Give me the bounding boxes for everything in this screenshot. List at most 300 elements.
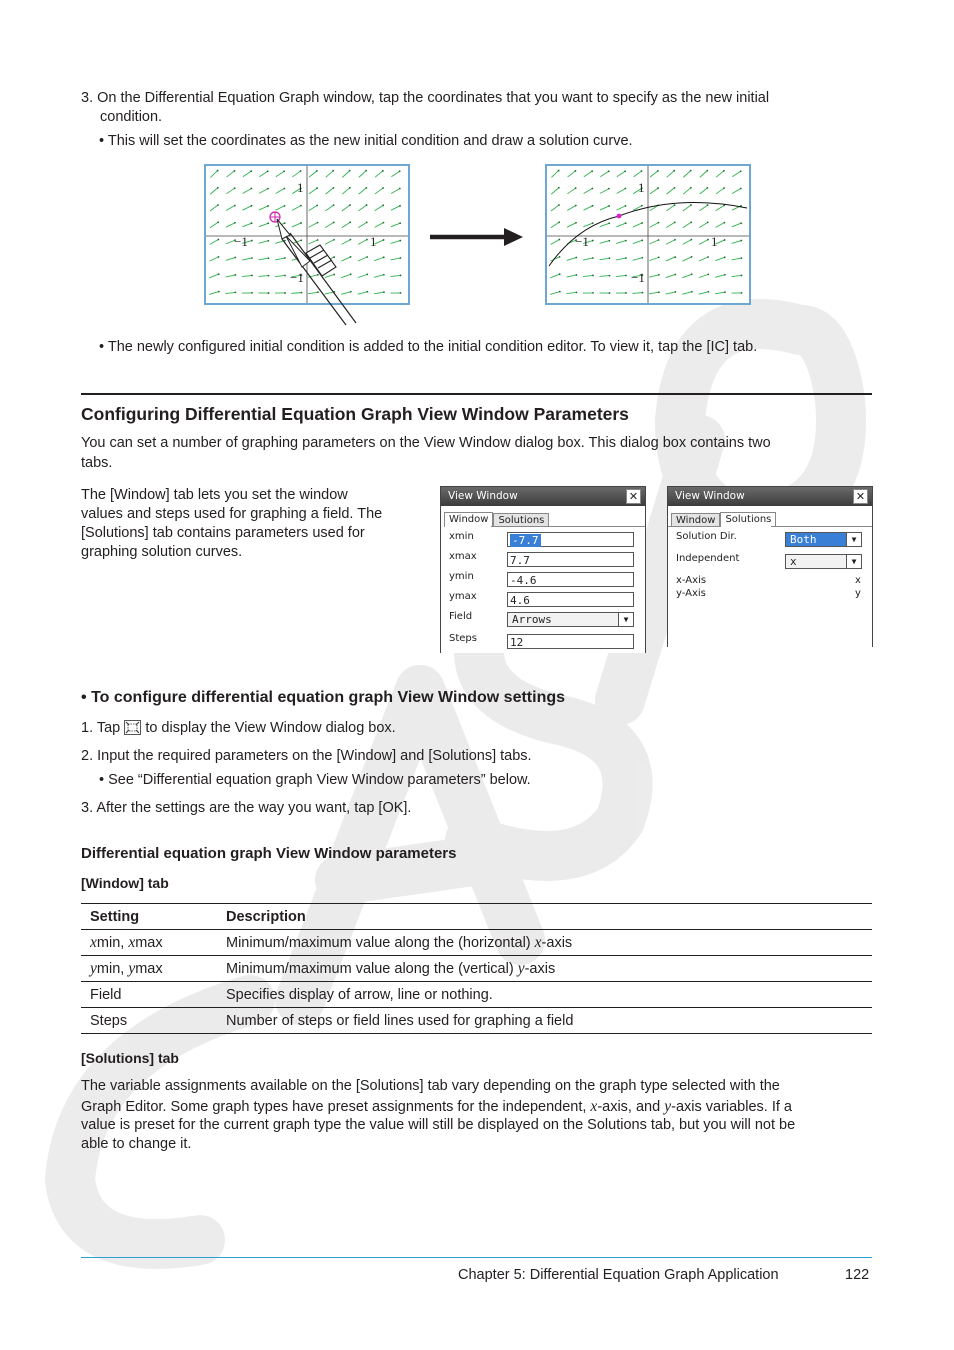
description-cell <box>217 956 872 982</box>
chevron-down-icon[interactable]: ▼ <box>846 533 861 546</box>
field-arrow-head <box>558 239 560 241</box>
field-arrow <box>309 171 317 177</box>
field-arrow-head <box>251 257 253 259</box>
field-arrow-head <box>399 205 401 207</box>
field-arrow <box>699 240 708 245</box>
field-arrow <box>375 205 383 210</box>
dialog-title: View Window <box>448 490 518 502</box>
field-arrow <box>666 205 674 211</box>
field-arrow-head <box>641 222 643 224</box>
steps-input[interactable]: 12 <box>507 634 634 649</box>
field-arrow <box>226 258 236 261</box>
independent-value: x <box>790 555 797 568</box>
tab-divider <box>491 526 645 527</box>
field-arrow <box>616 223 625 227</box>
field-arrow-head <box>674 204 676 206</box>
independent-select[interactable] <box>785 554 862 569</box>
tab-window[interactable]: Window <box>444 512 493 527</box>
field-arrow-head <box>658 291 660 293</box>
desc-var: y <box>517 959 525 977</box>
field-label: Field <box>449 611 473 622</box>
field-arrow-head <box>724 239 726 241</box>
field-arrow-head <box>267 170 269 172</box>
field-arrow-head <box>691 256 693 258</box>
field-arrow-head <box>625 292 627 294</box>
field-arrow <box>276 171 284 177</box>
xmax-input[interactable]: 7.7 <box>507 552 634 567</box>
field-arrow <box>667 188 675 194</box>
procedure-title-text: To configure differential equation graph View Window settings <box>91 689 566 706</box>
field-arrow <box>683 240 692 245</box>
field-arrow-head <box>706 187 708 189</box>
field-arrow <box>209 274 218 278</box>
procedure-title <box>81 689 565 707</box>
table-row <box>81 982 872 1008</box>
solutions-tab-title: [Solutions] tab <box>81 1050 179 1066</box>
field-arrow <box>682 257 691 261</box>
tab-divider <box>668 526 720 527</box>
field-arrow <box>391 189 400 194</box>
field-arrow <box>715 275 725 278</box>
field-arrow <box>650 171 658 177</box>
field-arrow <box>375 188 383 194</box>
tick-label-x-pos1: 1 <box>370 234 377 249</box>
field-arrow <box>209 292 219 295</box>
description-cell <box>217 930 872 956</box>
field-arrow-head <box>673 170 675 172</box>
field-arrow <box>243 188 252 193</box>
field-arrow-head <box>251 292 253 294</box>
solution-dir-select[interactable] <box>785 532 862 547</box>
field-arrow <box>226 292 236 293</box>
field-arrow <box>716 205 724 210</box>
para-var: y <box>664 1098 672 1115</box>
field-arrow-head <box>625 240 627 242</box>
field-arrow-head <box>609 292 611 294</box>
field-arrow <box>359 171 366 178</box>
solutions-para-2 <box>81 1097 792 1117</box>
field-arrow-head <box>741 275 743 277</box>
field-arrow-head <box>316 170 318 172</box>
field-arrow <box>210 222 218 228</box>
tab-solutions[interactable]: Solutions <box>720 512 776 527</box>
field-arrow-head <box>400 292 402 294</box>
field-arrow-head <box>641 257 643 259</box>
field-arrow <box>633 223 642 227</box>
tick-label-y-pos1: 1 <box>297 180 304 195</box>
field-arrow-head <box>625 205 627 207</box>
x-axis-value: x <box>855 575 861 586</box>
field-arrow-head <box>559 291 561 293</box>
field-arrow <box>243 171 251 177</box>
field-arrow <box>568 171 576 177</box>
field-arrow-head <box>608 188 610 190</box>
footer-rule <box>81 1257 872 1258</box>
field-arrow-head <box>365 187 367 189</box>
field-arrow <box>374 257 383 260</box>
field-arrow-head <box>723 187 725 189</box>
proc-step-1-a: 1. Tap <box>81 720 121 736</box>
field-arrow <box>374 292 384 294</box>
field-arrow <box>567 223 576 227</box>
footer-chapter: Chapter 5: Differential Equation Graph Application <box>458 1267 779 1283</box>
x-axis-label: x-Axis <box>676 575 707 586</box>
ymin-input[interactable]: -4.6 <box>507 572 634 587</box>
field-arrow-head <box>218 273 220 275</box>
field-arrow-head <box>657 187 659 189</box>
field-arrow <box>276 189 285 194</box>
field-arrow-head <box>608 170 610 172</box>
field-arrow-head <box>707 291 709 293</box>
field-select[interactable] <box>507 612 634 627</box>
view-window-dialog-solutions-tab <box>667 486 873 647</box>
field-arrow-head <box>642 292 644 294</box>
field-arrow-head <box>723 170 725 172</box>
field-arrow <box>616 241 626 244</box>
field-arrow-head <box>658 274 660 276</box>
field-arrow <box>616 258 626 260</box>
field-arrow <box>242 275 252 276</box>
field-arrow-head <box>576 292 578 294</box>
field-arrow-head <box>658 222 660 224</box>
field-arrow <box>732 258 742 260</box>
chevron-down-icon[interactable]: ▼ <box>846 555 861 568</box>
field-arrow-head <box>592 222 594 224</box>
chevron-down-icon[interactable]: ▼ <box>618 613 633 626</box>
field-arrow <box>242 223 251 227</box>
field-arrow-head <box>250 188 252 190</box>
field-arrow-head <box>674 187 676 189</box>
tab-window[interactable]: Window <box>671 513 720 527</box>
steps-label: Steps <box>449 633 477 644</box>
field-arrow <box>375 171 383 177</box>
setting-text: min, <box>96 960 129 977</box>
field-arrow-head <box>283 188 285 190</box>
field-arrow-head <box>365 170 367 172</box>
xmin-input[interactable] <box>507 532 634 547</box>
field-arrow <box>374 275 384 278</box>
field-arrow <box>715 257 724 260</box>
field-arrow-head <box>691 273 693 275</box>
field-arrow <box>391 241 401 244</box>
para-text: Graph Editor. Some graph types have preset assignments for the independent, <box>81 1099 591 1115</box>
field-arrow-head <box>217 170 219 172</box>
proc-step-1-b: to display the View Window dialog box. <box>145 720 396 736</box>
field-arrow <box>600 189 609 194</box>
window-params-table <box>81 903 872 1034</box>
close-icon[interactable]: ✕ <box>626 489 641 504</box>
step3-bullet: • This will set the coordinates as the new initial condition and draw a solution curve. <box>99 133 633 149</box>
para-text: -axis, and <box>597 1099 665 1115</box>
field-arrow-head <box>690 170 692 172</box>
window-desc-1: The [Window] tab lets you set the window <box>81 487 348 503</box>
field-arrow <box>716 223 725 228</box>
field-arrow-head <box>625 257 627 259</box>
field-arrow <box>359 188 367 194</box>
field-arrow-head <box>349 187 351 189</box>
field-arrow <box>732 171 740 177</box>
field-arrow <box>616 206 625 210</box>
step3-text: 3. On the Differential Equation Graph window, tap the coordinates that you want to specify as the new initial <box>81 90 770 106</box>
setting-var: x <box>90 933 97 951</box>
setting-cell: Field <box>81 982 217 1008</box>
field-arrow-head <box>316 187 318 189</box>
field-arrow-head <box>251 222 253 224</box>
field-arrow-head <box>591 170 593 172</box>
field-arrow-head <box>608 222 610 224</box>
field-arrow-head <box>707 204 709 206</box>
field-arrow <box>209 257 218 261</box>
tick-label-y-pos1: 1 <box>638 180 645 195</box>
field-arrow <box>683 222 691 227</box>
ymax-label: ymax <box>449 591 477 602</box>
field-arrow-head <box>674 239 676 241</box>
initial-condition-point <box>617 214 622 219</box>
field-arrow-head <box>559 256 561 258</box>
field-arrow <box>226 223 235 227</box>
field-arrow-head <box>707 273 709 275</box>
field-arrow <box>210 240 219 245</box>
header-description: Description <box>217 904 872 930</box>
ymin-label: ymin <box>449 571 474 582</box>
field-arrow-head <box>608 205 610 207</box>
proc-step-2: 2. Input the required parameters on the [Window] and [Solutions] tabs. <box>81 748 532 764</box>
field-arrow <box>391 171 399 177</box>
stylus-icon <box>260 205 370 327</box>
field-arrow-head <box>234 257 236 259</box>
field-arrow-head <box>592 292 594 294</box>
field-arrow <box>649 240 658 244</box>
field-arrow <box>551 171 558 178</box>
field-arrow-head <box>234 274 236 276</box>
ymax-input[interactable]: 4.6 <box>507 592 634 607</box>
y-axis-value: y <box>855 588 861 599</box>
field-arrow-head <box>575 257 577 259</box>
field-arrow-head <box>740 222 742 224</box>
field-arrow <box>259 189 268 194</box>
field-arrow-head <box>724 291 726 293</box>
field-arrow-head <box>251 275 253 277</box>
field-arrow <box>210 205 218 211</box>
field-arrow-head <box>399 188 401 190</box>
field-arrow <box>666 222 675 227</box>
field-arrow <box>649 275 659 277</box>
field-arrow-head <box>592 275 594 277</box>
y-axis-label: y-Axis <box>676 588 706 599</box>
field-arrow <box>600 171 608 176</box>
field-arrow-head <box>558 187 560 189</box>
field-arrow <box>732 189 741 194</box>
field-arrow-head <box>658 239 660 241</box>
field-arrow <box>683 205 691 211</box>
field-arrow-head <box>575 170 577 172</box>
window-tab-title: [Window] tab <box>81 875 169 891</box>
footer-page-number: 122 <box>845 1267 870 1283</box>
setting-text: max <box>135 960 163 977</box>
field-arrow <box>259 171 267 176</box>
field-arrow <box>551 240 560 245</box>
field-arrow-head <box>740 170 742 172</box>
field-arrow-head <box>349 170 351 172</box>
field-arrow-head <box>674 274 676 276</box>
setting-var: x <box>128 933 136 951</box>
close-icon[interactable]: ✕ <box>853 489 868 504</box>
field-arrow-head <box>332 170 334 172</box>
field-arrow-head <box>400 257 402 259</box>
field-arrow-head <box>658 256 660 258</box>
field-arrow <box>666 292 676 294</box>
field-arrow-head <box>575 205 577 207</box>
field-arrow-head <box>674 291 676 293</box>
intro-line-2: tabs. <box>81 455 113 471</box>
field-arrow-head <box>641 170 643 172</box>
solution-dir-label: Solution Dir. <box>676 531 737 542</box>
field-arrow-head <box>283 170 285 172</box>
field-arrow-head <box>723 222 725 224</box>
field-arrow <box>584 188 593 193</box>
field-arrow <box>550 292 560 295</box>
field-arrow-head <box>707 256 709 258</box>
field-arrow-head <box>250 170 252 172</box>
field-arrow-head <box>251 205 253 207</box>
field-arrow <box>700 188 708 194</box>
field-arrow-head <box>217 239 219 241</box>
field-arrow <box>649 292 659 294</box>
field-arrow-head <box>383 256 385 258</box>
field-arrow-head <box>707 239 709 241</box>
field-arrow <box>226 205 235 210</box>
field-arrow-head <box>592 257 594 259</box>
field-arrow-head <box>690 204 692 206</box>
setting-var: y <box>128 959 136 977</box>
tick-label-y-neg1: −1 <box>631 270 645 285</box>
tick-label-x-pos1: 1 <box>711 234 718 249</box>
table-row <box>81 956 872 982</box>
header-setting: Setting <box>81 904 217 930</box>
field-arrow <box>633 240 642 243</box>
tick-label-x-neg1: −1 <box>234 234 248 249</box>
field-arrow <box>600 223 609 226</box>
field-arrow <box>391 258 401 260</box>
desc-text: -axis <box>524 960 556 977</box>
field-arrow <box>732 275 742 276</box>
field-arrow-head <box>724 256 726 258</box>
desc-var: x <box>534 933 542 951</box>
intro-line-1: You can set a number of graphing parameters on the View Window dialog box. This dialog box contains two <box>81 435 771 451</box>
field-arrow <box>242 258 252 260</box>
field-arrow-head <box>624 188 626 190</box>
tick-label-x-neg1: −1 <box>575 234 589 249</box>
field-arrow <box>600 258 610 260</box>
field-arrow <box>633 258 643 261</box>
field-arrow <box>210 171 217 178</box>
field-arrow <box>682 292 692 295</box>
xmin-label: xmin <box>449 531 474 542</box>
field-arrow-head <box>218 256 220 258</box>
para-var: x <box>590 1098 598 1115</box>
field-arrow-head <box>217 221 219 223</box>
dialog-title-bar <box>668 487 872 506</box>
field-arrow <box>666 274 676 277</box>
field-arrow <box>650 188 658 194</box>
solutions-para-3: value is preset for the current graph type the value will still be displayed on the Solutions tab, but you will not be <box>81 1117 796 1133</box>
field-arrow <box>699 292 709 294</box>
field-arrow-head <box>741 292 743 294</box>
field-arrow <box>292 171 300 177</box>
step3-continuation: condition. <box>100 109 163 125</box>
field-arrow-head <box>575 187 577 189</box>
view-window-icon[interactable] <box>124 720 141 735</box>
tab-solutions[interactable]: Solutions <box>493 513 549 527</box>
field-arrow-head <box>608 240 610 242</box>
field-arrow-head <box>592 240 594 242</box>
field-select-value: Arrows <box>512 613 552 626</box>
field-arrow-head <box>558 204 560 206</box>
field-arrow <box>584 206 593 210</box>
setting-cell <box>81 930 217 956</box>
window-desc-3: [Solutions] tab contains parameters used for <box>81 525 365 541</box>
field-arrow <box>682 274 691 277</box>
field-arrow-head <box>399 240 401 242</box>
field-arrow <box>600 241 610 244</box>
field-arrow <box>649 257 658 260</box>
field-arrow-head <box>234 170 236 172</box>
field-arrow-head <box>690 187 692 189</box>
tick-label-y-neg1: −1 <box>290 270 304 285</box>
window-desc-4: graphing solution curves. <box>81 544 243 560</box>
field-arrow-head <box>400 275 402 277</box>
field-arrow-head <box>641 205 643 207</box>
field-arrow <box>567 205 576 210</box>
field-arrow-head <box>383 274 385 276</box>
field-arrow <box>227 171 235 177</box>
field-arrow <box>583 258 593 260</box>
proc-step-1 <box>81 719 396 738</box>
field-arrow-head <box>559 273 561 275</box>
field-arrow <box>567 292 577 293</box>
field-arrow <box>666 257 675 261</box>
field-arrow <box>699 205 707 211</box>
proc-step-3: 3. After the settings are the way you want, tap [OK]. <box>81 800 412 816</box>
solutions-para-1: The variable assignments available on the [Solutions] tab vary depending on the graph type selected with the <box>81 1078 780 1094</box>
field-arrow <box>667 171 674 178</box>
field-arrow <box>617 189 626 194</box>
table-row <box>81 930 872 956</box>
description-cell: Specifies display of arrow, line or nothing. <box>217 982 872 1008</box>
section-title: Configuring Differential Equation Graph View Window Parameters <box>81 404 629 424</box>
field-arrow <box>600 276 610 277</box>
field-arrow-head <box>333 187 335 189</box>
field-arrow-head <box>558 170 560 172</box>
field-arrow-head <box>575 274 577 276</box>
table-header-row <box>81 904 872 930</box>
field-arrow-head <box>592 205 594 207</box>
field-arrow-head <box>382 204 384 206</box>
dialog-title-bar <box>441 487 645 506</box>
field-arrow-head <box>267 188 269 190</box>
field-arrow-head <box>641 239 643 241</box>
field-arrow-head <box>707 221 709 223</box>
field-arrow <box>699 257 708 261</box>
field-arrow-head <box>625 222 627 224</box>
field-arrow-head <box>300 170 302 172</box>
field-arrow <box>326 188 334 194</box>
field-arrow <box>583 275 593 276</box>
direction-field-graph-after[interactable] <box>545 164 751 305</box>
field-arrow-head <box>674 256 676 258</box>
field-arrow-head <box>741 257 743 259</box>
field-arrow-head <box>234 222 236 224</box>
